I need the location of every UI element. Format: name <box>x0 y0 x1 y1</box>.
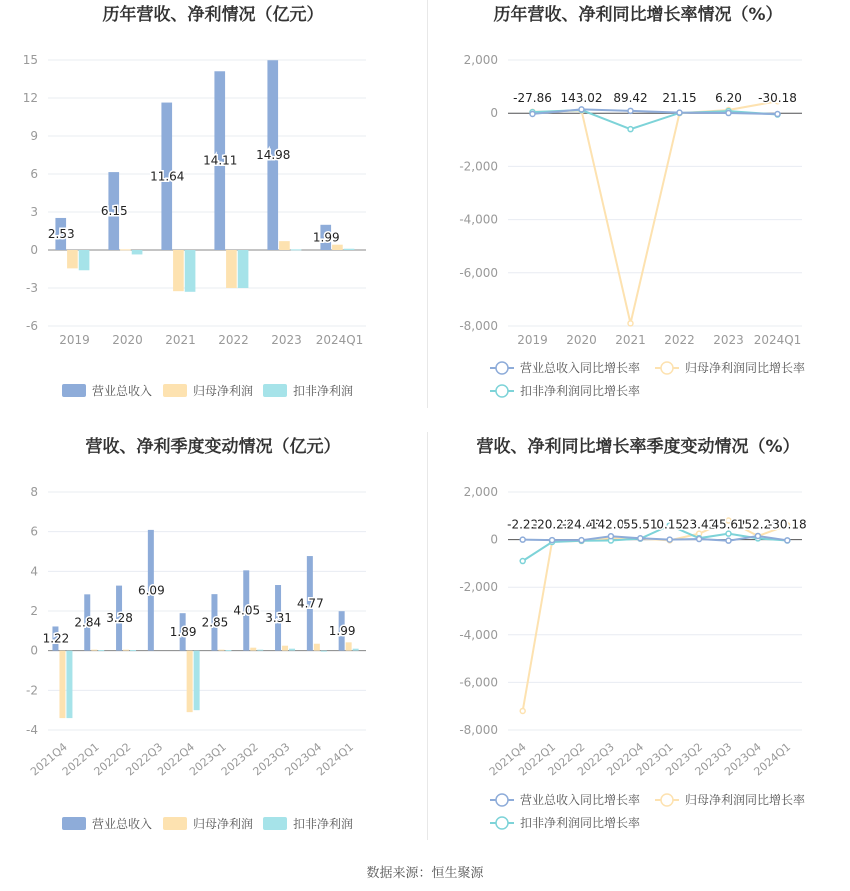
legend-label: 归母净利润 <box>193 817 254 831</box>
x-tick-label: 2022Q2 <box>545 740 588 779</box>
legend-label: 扣非净利润 <box>293 384 354 398</box>
series-point <box>520 537 525 542</box>
data-label: 1.99 <box>328 623 356 638</box>
data-label: 6.15 <box>100 204 128 219</box>
x-tick-label: 2021Q4 <box>486 740 529 779</box>
series-point <box>628 127 633 132</box>
y-tick-label: 2 <box>30 604 38 618</box>
series-point <box>628 321 633 326</box>
series-point <box>608 534 613 539</box>
x-tick-label: 2021 <box>615 333 646 347</box>
legend-swatch <box>263 817 287 830</box>
legend-label: 营业总收入同比增长率 <box>520 361 641 375</box>
bar-deducted-profit <box>289 649 295 651</box>
y-tick-label: -6,000 <box>459 675 498 690</box>
legend-marker <box>661 362 673 374</box>
bar-net-profit <box>279 241 290 250</box>
x-tick-label: 2021 <box>165 333 196 347</box>
data-label: 14.11 <box>203 153 238 168</box>
bar-deducted-profit <box>353 649 359 651</box>
data-label: 89.42 <box>613 91 648 106</box>
data-label: -30.18 <box>758 91 797 106</box>
series-point <box>628 108 633 113</box>
x-tick-label: 2022 <box>664 333 695 347</box>
y-tick-label: -2 <box>26 683 38 698</box>
data-label: 11.64 <box>150 169 185 184</box>
bar-deducted-profit <box>225 650 231 651</box>
x-tick-label: 2024Q1 <box>753 333 802 347</box>
y-tick-label: 2,000 <box>463 53 498 67</box>
data-label: 6.09 <box>137 583 165 598</box>
x-tick-label: 2019 <box>517 333 548 347</box>
data-label: 152.25 <box>736 517 779 532</box>
legend-label: 营业总收入 <box>92 817 153 831</box>
data-label: -20.22 <box>532 517 572 532</box>
legend-marker <box>661 794 673 806</box>
y-tick-label: 6 <box>30 524 38 539</box>
x-tick-label: 2022Q4 <box>155 740 198 779</box>
series-point <box>550 538 555 543</box>
x-tick-label: 2023 <box>271 333 302 347</box>
legend-label: 扣非净利润同比增长率 <box>520 816 641 830</box>
series-point <box>726 538 731 543</box>
y-tick-label: -8,000 <box>459 319 498 333</box>
series-point <box>775 112 780 117</box>
chart-title: 历年营收、净利同比增长率情况（%） <box>493 5 783 25</box>
y-tick-label: 0 <box>30 643 38 658</box>
x-tick-label: 2023Q2 <box>218 740 261 779</box>
series-point <box>726 111 731 116</box>
y-tick-label: -2,000 <box>459 159 498 174</box>
y-tick-label: -3 <box>26 281 38 295</box>
y-tick-label: -4 <box>26 723 38 737</box>
x-tick-label: 2022Q1 <box>516 740 559 779</box>
bar-net-profit <box>120 249 131 250</box>
x-tick-label: 2021Q4 <box>28 740 70 779</box>
y-tick-label: 0 <box>490 532 498 547</box>
y-tick-label: -8,000 <box>459 723 498 737</box>
data-label: 1.89 <box>169 624 197 639</box>
legend-swatch <box>163 817 187 830</box>
x-tick-label: 2024Q1 <box>315 333 364 347</box>
line-chart-2 <box>459 4 805 398</box>
series-point <box>520 559 525 564</box>
series-point <box>697 537 702 542</box>
series-point <box>579 107 584 112</box>
y-tick-label: 2,000 <box>463 485 498 499</box>
legend-swatch <box>163 384 187 397</box>
bar-deducted-profit <box>257 650 263 651</box>
y-tick-label: 12 <box>22 91 38 105</box>
legend-label: 归母净利润同比增长率 <box>685 361 806 375</box>
x-tick-label: 2022Q4 <box>604 740 647 779</box>
x-tick-label: 2022Q2 <box>91 740 134 779</box>
x-tick-label: 2023Q2 <box>663 740 706 779</box>
x-tick-label: 2023Q3 <box>692 740 735 779</box>
x-tick-label: 2022 <box>218 333 249 347</box>
chart-title: 历年营收、净利情况（亿元） <box>102 5 324 25</box>
x-tick-label: 2023Q1 <box>187 740 229 779</box>
x-tick-label: 2022Q1 <box>59 740 102 779</box>
bar-net-profit <box>67 250 78 268</box>
bar-net-profit <box>123 650 129 651</box>
legend-marker <box>496 794 508 806</box>
bar-net-profit <box>59 651 65 718</box>
data-label: 3.31 <box>265 610 292 625</box>
legend-label: 营业总收入同比增长率 <box>520 793 641 807</box>
data-label: 3.28 <box>106 611 133 626</box>
bar-deducted-profit <box>98 650 104 651</box>
legend-label: 归母净利润同比增长率 <box>685 793 806 807</box>
series-point <box>726 531 731 536</box>
data-label: 143.02 <box>560 91 603 106</box>
data-label: 2.53 <box>47 226 75 241</box>
bar-deducted-profit <box>291 249 302 250</box>
y-tick-label: 15 <box>22 53 38 67</box>
series-point <box>667 537 672 542</box>
data-label: 21.15 <box>662 91 697 106</box>
data-label: 2.84 <box>74 615 102 630</box>
data-label: -2.22 <box>507 517 539 532</box>
series-point <box>520 708 525 713</box>
x-tick-label: 2024Q1 <box>314 740 357 779</box>
x-tick-label: 2019 <box>59 333 90 347</box>
y-tick-label: 9 <box>30 129 38 143</box>
data-source-label: 数据来源：恒生聚源 <box>366 866 484 881</box>
legend-marker <box>496 362 508 374</box>
x-tick-label: 2023 <box>713 333 744 347</box>
y-tick-label: 3 <box>30 205 38 219</box>
y-tick-label: 0 <box>30 243 38 257</box>
data-label: 1.99 <box>312 230 340 245</box>
y-tick-label: 6 <box>30 167 38 181</box>
y-tick-label: 4 <box>30 564 38 579</box>
bar-deducted-profit <box>238 250 249 288</box>
x-tick-label: 2020 <box>112 333 143 347</box>
bar-net-profit <box>250 648 256 651</box>
bar-net-profit <box>332 245 343 250</box>
data-label: 55.51 <box>623 517 658 532</box>
y-tick-label: -6 <box>26 319 38 333</box>
series-point <box>530 111 535 116</box>
bar-deducted-profit <box>79 250 90 270</box>
chart-title: 营收、净利同比增长率季度变动情况（%） <box>476 437 800 457</box>
data-label: 2.85 <box>201 615 229 630</box>
x-tick-label: 2022Q3 <box>123 740 166 779</box>
data-label: 142.06 <box>589 517 632 532</box>
data-label: 4.77 <box>296 596 324 611</box>
bar-deducted-profit <box>66 651 72 718</box>
series-point <box>638 536 643 541</box>
series-point <box>677 110 682 115</box>
line-chart-4 <box>459 436 806 830</box>
bar-net-profit <box>346 642 352 650</box>
data-label: 14.98 <box>256 148 291 163</box>
x-tick-label: 2023Q3 <box>250 740 293 779</box>
data-label: 1.22 <box>42 631 70 646</box>
legend-swatch <box>62 384 86 397</box>
data-label: 0.15 <box>656 517 684 532</box>
bar-net-profit <box>314 644 320 651</box>
x-tick-label: 2023Q4 <box>722 740 764 779</box>
y-tick-label: 0 <box>490 106 498 121</box>
legend-label: 扣非净利润 <box>293 817 354 831</box>
data-label: 23.42 <box>681 517 717 532</box>
x-tick-label: 2020 <box>566 333 597 347</box>
bar-chart-1 <box>23 4 366 398</box>
series-point <box>579 538 584 543</box>
x-tick-label: 2022Q3 <box>575 740 617 779</box>
data-label: -24.48 <box>562 517 601 532</box>
legend-label: 归母净利润 <box>193 384 254 398</box>
chart-title: 营收、净利季度变动情况（亿元） <box>85 437 341 457</box>
legend-marker <box>496 385 508 397</box>
data-label: 45.62 <box>711 517 746 532</box>
y-tick-label: -6,000 <box>459 265 498 280</box>
legend-label: 扣非净利润同比增长率 <box>520 384 641 398</box>
bar-deducted-profit <box>132 250 143 254</box>
x-tick-label: 2024Q1 <box>751 740 794 779</box>
data-label: -30.18 <box>767 517 807 532</box>
series-point <box>755 533 760 538</box>
bar-net-profit <box>173 250 184 291</box>
data-label: -27.86 <box>513 91 552 106</box>
bar-net-profit <box>218 650 224 651</box>
data-label: 4.05 <box>233 603 261 618</box>
y-tick-label: -2,000 <box>459 580 498 595</box>
legend-label: 营业总收入 <box>92 384 153 398</box>
bar-chart-3 <box>26 436 366 831</box>
bar-deducted-profit <box>321 651 327 652</box>
x-tick-label: 2023Q1 <box>633 740 676 779</box>
bar-deducted-profit <box>194 651 200 711</box>
bar-deducted-profit <box>130 650 136 651</box>
y-tick-label: 8 <box>30 485 38 499</box>
bar-deducted-profit <box>185 250 196 292</box>
bar-deducted-profit <box>344 249 355 250</box>
x-tick-label: 2023Q4 <box>282 740 325 779</box>
series-line-net-profit-growth <box>533 101 778 323</box>
data-label: 6.20 <box>715 91 742 106</box>
bar-net-profit <box>226 250 237 288</box>
series-point <box>785 538 790 543</box>
legend-swatch <box>62 817 86 830</box>
bar-net-profit <box>187 651 193 712</box>
legend-marker <box>496 817 508 829</box>
y-tick-label: -4,000 <box>459 212 498 227</box>
y-tick-label: -4,000 <box>459 627 498 642</box>
legend-swatch <box>263 384 287 397</box>
bar-net-profit <box>91 650 97 651</box>
bar-net-profit <box>282 646 288 651</box>
